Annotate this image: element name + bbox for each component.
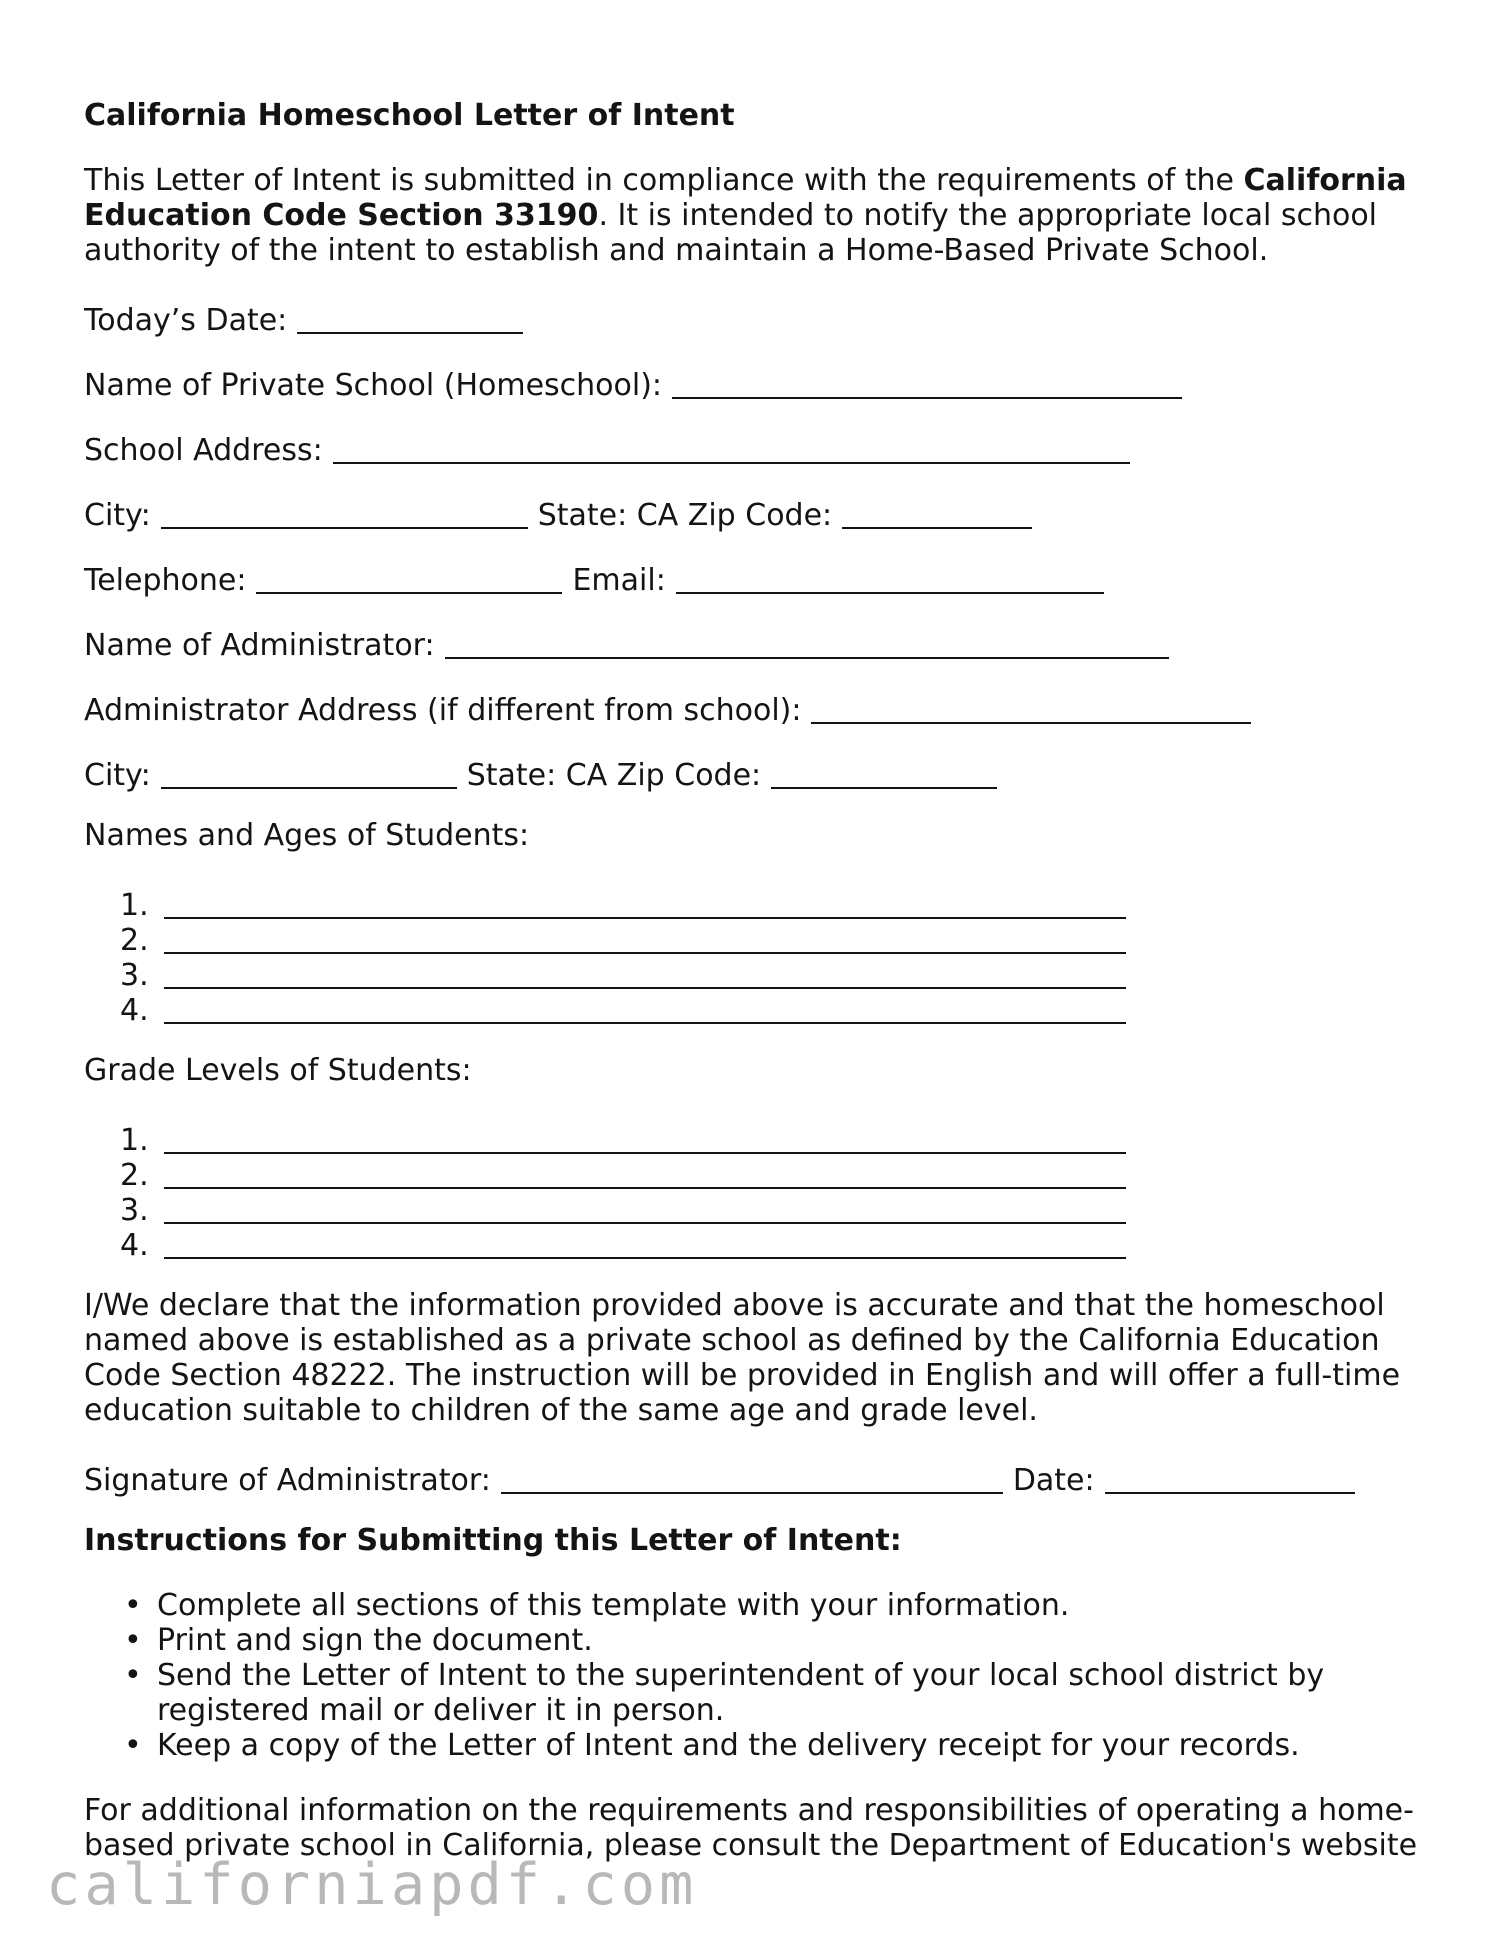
signature-label: Signature of Administrator: xyxy=(84,1463,491,1498)
admin-address-label: Administrator Address (if different from school): xyxy=(84,693,802,728)
list-number: 3. xyxy=(120,958,149,993)
school-city-blank[interactable] xyxy=(161,497,528,529)
admin-city-blank[interactable] xyxy=(161,757,457,789)
instruction-text: Send the Letter of Intent to the superintendent of your local school district by registered mail or deliver it in person. xyxy=(157,1658,1325,1728)
instruction-text: Print and sign the document. xyxy=(157,1623,593,1658)
letter-of-intent-page xyxy=(84,98,1424,1893)
contact-row xyxy=(84,558,1424,598)
list-item xyxy=(84,988,1424,1028)
student-name-blank[interactable] xyxy=(164,887,1126,919)
school-name-blank[interactable] xyxy=(672,367,1182,399)
instructions-list xyxy=(84,1588,1424,1763)
admin-zip-blank[interactable] xyxy=(771,757,997,789)
list-item xyxy=(84,1188,1424,1228)
student-grade-blank[interactable] xyxy=(164,1192,1126,1224)
bullet-icon: • xyxy=(124,1588,142,1623)
todays-date-blank[interactable] xyxy=(297,302,523,334)
admin-name-blank[interactable] xyxy=(445,627,1169,659)
school-city-label: City: xyxy=(84,498,151,533)
list-item xyxy=(84,1153,1424,1193)
list-number: 2. xyxy=(120,923,149,958)
admin-address-row xyxy=(84,688,1424,728)
school-name-label: Name of Private School (Homeschool): xyxy=(84,368,663,403)
students-names-label: Names and Ages of Students: xyxy=(84,818,530,853)
watermark: californiapdf.com xyxy=(46,1852,698,1918)
school-address-blank[interactable] xyxy=(333,432,1130,464)
list-item xyxy=(84,1658,1424,1728)
admin-address-blank[interactable] xyxy=(811,692,1251,724)
student-grade-blank[interactable] xyxy=(164,1122,1126,1154)
school-state-zip-label: State: CA Zip Code: xyxy=(537,498,833,533)
signature-date-blank[interactable] xyxy=(1105,1462,1355,1494)
list-number: 4. xyxy=(120,993,149,1028)
school-city-row xyxy=(84,493,1424,533)
instruction-text: Keep a copy of the Letter of Intent and the delivery receipt for your records. xyxy=(157,1728,1300,1763)
list-item xyxy=(84,918,1424,958)
signature-date-label: Date: xyxy=(1012,1463,1095,1498)
bullet-icon: • xyxy=(124,1728,142,1763)
student-grade-blank[interactable] xyxy=(164,1227,1126,1259)
student-name-blank[interactable] xyxy=(164,957,1126,989)
intro-code-reference: California Education Code Section 33190 xyxy=(84,163,1407,233)
email-blank[interactable] xyxy=(676,562,1104,594)
declaration-paragraph: I/We declare that the information provided above is accurate and that the homeschool named above is established as a private school as defined by the California Education Code Section 48222. The instruction will be provided in English and will offer a full-time education suitable to children of the same age and grade level. xyxy=(84,1288,1401,1428)
signature-blank[interactable] xyxy=(501,1462,1003,1494)
bullet-icon: • xyxy=(124,1658,142,1693)
todays-date-row xyxy=(84,298,1424,338)
list-number: 1. xyxy=(120,1123,149,1158)
list-number: 1. xyxy=(120,888,149,923)
instructions-title: Instructions for Submitting this Letter of Intent: xyxy=(84,1523,902,1558)
list-number: 3. xyxy=(120,1193,149,1228)
student-name-blank[interactable] xyxy=(164,922,1126,954)
school-name-row xyxy=(84,363,1424,403)
list-number: 2. xyxy=(120,1158,149,1193)
list-item xyxy=(84,1118,1424,1158)
document-title: California Homeschool Letter of Intent xyxy=(84,98,735,133)
school-address-label: School Address: xyxy=(84,433,323,468)
email-label: Email: xyxy=(572,563,666,598)
student-name-blank[interactable] xyxy=(164,992,1126,1024)
admin-state-zip-label: State: CA Zip Code: xyxy=(466,758,762,793)
intro-text-end: . It is intended to notify the appropriate local school authority of the intent to establish and maintain a Home-Based Private School. xyxy=(84,198,1378,268)
closing-paragraph: For additional information on the requirements and responsibilities of operating a home-based private school in California, please consult the Department of Education's website xyxy=(84,1793,1418,1863)
list-item xyxy=(84,1223,1424,1263)
intro-text-start: This Letter of Intent is submitted in compliance with the requirements of the xyxy=(84,163,1244,198)
list-number: 4. xyxy=(120,1228,149,1263)
admin-name-label: Name of Administrator: xyxy=(84,628,435,663)
list-item xyxy=(84,953,1424,993)
bullet-icon: • xyxy=(124,1623,142,1658)
admin-name-row xyxy=(84,623,1424,663)
list-item xyxy=(84,1728,1424,1763)
school-address-row xyxy=(84,428,1424,468)
telephone-blank[interactable] xyxy=(256,562,562,594)
list-item xyxy=(84,1588,1424,1623)
list-item xyxy=(84,1623,1424,1658)
admin-city-row xyxy=(84,753,1424,793)
school-zip-blank[interactable] xyxy=(842,497,1032,529)
students-names-list xyxy=(84,883,1424,1028)
students-grades-list xyxy=(84,1118,1424,1263)
students-grades-label: Grade Levels of Students: xyxy=(84,1053,472,1088)
intro-paragraph xyxy=(84,163,1424,268)
signature-row xyxy=(84,1458,1424,1498)
admin-city-label: City: xyxy=(84,758,151,793)
instruction-text: Complete all sections of this template with your information. xyxy=(157,1588,1070,1623)
todays-date-label: Today’s Date: xyxy=(84,303,288,338)
telephone-label: Telephone: xyxy=(84,563,247,598)
student-grade-blank[interactable] xyxy=(164,1157,1126,1189)
list-item xyxy=(84,883,1424,923)
